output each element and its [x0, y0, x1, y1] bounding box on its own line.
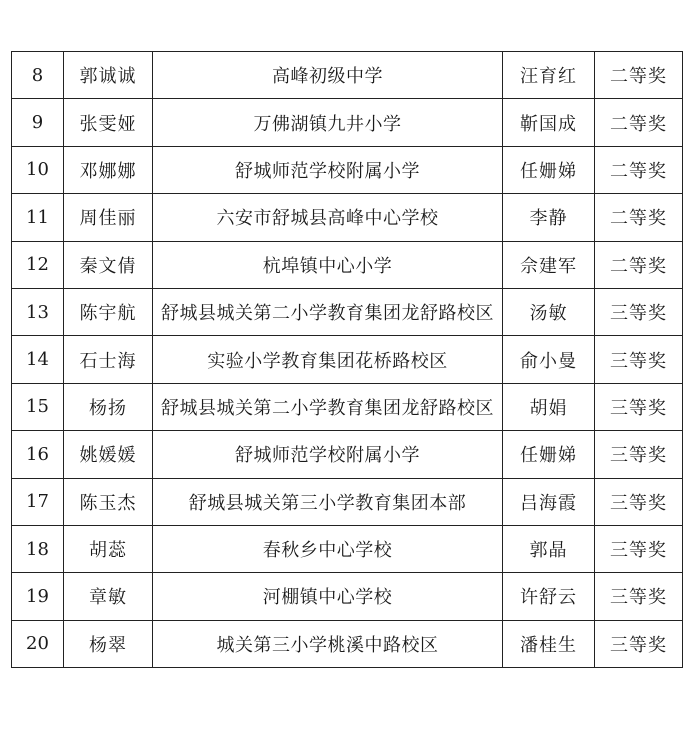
- teacher-name: 汪育红: [503, 52, 595, 99]
- table-row: [12, 52, 683, 99]
- student-name: 秦文倩: [64, 241, 153, 288]
- school-name: 六安市舒城县高峰中心学校: [153, 194, 503, 241]
- row-number: 18: [12, 525, 64, 572]
- row-number: 9: [12, 99, 64, 146]
- row-number: 13: [12, 288, 64, 335]
- table-row: [12, 241, 683, 288]
- table-row: [12, 336, 683, 383]
- award-level: 二等奖: [595, 146, 683, 193]
- row-number: 8: [12, 52, 64, 99]
- student-name: 姚媛媛: [64, 431, 153, 478]
- teacher-name: 俞小曼: [503, 336, 595, 383]
- award-level: 二等奖: [595, 241, 683, 288]
- table-row: [12, 288, 683, 335]
- table-row: [12, 194, 683, 241]
- student-name: 郭诚诚: [64, 52, 153, 99]
- award-level: 三等奖: [595, 525, 683, 572]
- row-number: 16: [12, 431, 64, 478]
- award-table: [11, 51, 683, 668]
- award-level: 二等奖: [595, 99, 683, 146]
- student-name: 陈玉杰: [64, 478, 153, 525]
- student-name: 杨翠: [64, 620, 153, 667]
- table-row: [12, 573, 683, 620]
- award-level: 二等奖: [595, 194, 683, 241]
- row-number: 20: [12, 620, 64, 667]
- row-number: 15: [12, 383, 64, 430]
- table-row: [12, 146, 683, 193]
- student-name: 胡蕊: [64, 525, 153, 572]
- student-name: 张雯娅: [64, 99, 153, 146]
- row-number: 10: [12, 146, 64, 193]
- row-number: 19: [12, 573, 64, 620]
- school-name: 舒城师范学校附属小学: [153, 431, 503, 478]
- row-number: 17: [12, 478, 64, 525]
- award-level: 三等奖: [595, 288, 683, 335]
- teacher-name: 许舒云: [503, 573, 595, 620]
- school-name: 春秋乡中心学校: [153, 525, 503, 572]
- teacher-name: 胡娟: [503, 383, 595, 430]
- teacher-name: 佘建军: [503, 241, 595, 288]
- teacher-name: 任姗娣: [503, 146, 595, 193]
- school-name: 高峰初级中学: [153, 52, 503, 99]
- row-number: 14: [12, 336, 64, 383]
- teacher-name: 郭晶: [503, 525, 595, 572]
- table-row: [12, 383, 683, 430]
- student-name: 杨扬: [64, 383, 153, 430]
- school-name: 舒城县城关第二小学教育集团龙舒路校区: [153, 383, 503, 430]
- award-level: 二等奖: [595, 52, 683, 99]
- student-name: 周佳丽: [64, 194, 153, 241]
- award-level: 三等奖: [595, 383, 683, 430]
- table-row: [12, 431, 683, 478]
- teacher-name: 吕海霞: [503, 478, 595, 525]
- award-level: 三等奖: [595, 431, 683, 478]
- school-name: 实验小学教育集团花桥路校区: [153, 336, 503, 383]
- award-level: 三等奖: [595, 336, 683, 383]
- table-row: [12, 99, 683, 146]
- student-name: 邓娜娜: [64, 146, 153, 193]
- school-name: 舒城县城关第二小学教育集团龙舒路校区: [153, 288, 503, 335]
- student-name: 章敏: [64, 573, 153, 620]
- award-level: 三等奖: [595, 478, 683, 525]
- teacher-name: 汤敏: [503, 288, 595, 335]
- table-row: [12, 478, 683, 525]
- school-name: 万佛湖镇九井小学: [153, 99, 503, 146]
- teacher-name: 李静: [503, 194, 595, 241]
- table-row: [12, 525, 683, 572]
- row-number: 12: [12, 241, 64, 288]
- school-name: 杭埠镇中心小学: [153, 241, 503, 288]
- teacher-name: 潘桂生: [503, 620, 595, 667]
- award-level: 三等奖: [595, 620, 683, 667]
- award-level: 三等奖: [595, 573, 683, 620]
- school-name: 舒城师范学校附属小学: [153, 146, 503, 193]
- table-row: [12, 620, 683, 667]
- teacher-name: 任姗娣: [503, 431, 595, 478]
- student-name: 石士海: [64, 336, 153, 383]
- school-name: 河棚镇中心学校: [153, 573, 503, 620]
- school-name: 舒城县城关第三小学教育集团本部: [153, 478, 503, 525]
- school-name: 城关第三小学桃溪中路校区: [153, 620, 503, 667]
- row-number: 11: [12, 194, 64, 241]
- teacher-name: 靳国成: [503, 99, 595, 146]
- student-name: 陈宇航: [64, 288, 153, 335]
